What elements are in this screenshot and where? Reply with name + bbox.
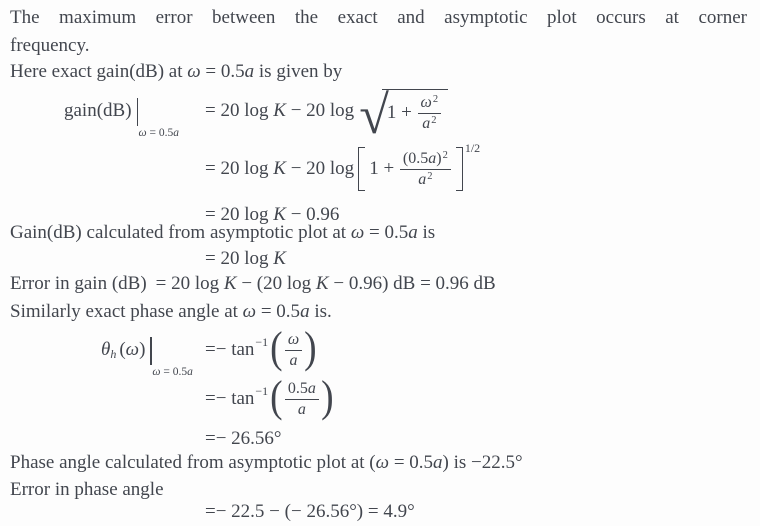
left-paren: ( (119, 339, 126, 360)
text-run: = 20 log (155, 273, 224, 294)
equation-gain-exact-bracket (205, 141, 480, 197)
line-error-phase-label: Error in phase angle (10, 479, 164, 500)
fraction-denominator: a (297, 400, 306, 418)
theta-subscript: h (110, 346, 117, 361)
a-symbol: a (428, 149, 437, 167)
superscript: 2 (442, 149, 448, 161)
text-run: − 20 log (285, 158, 355, 179)
fraction (418, 94, 442, 133)
left-bracket (358, 147, 365, 192)
text-run: = 20 log (205, 248, 274, 269)
omega-symbol: ω (125, 339, 140, 360)
radical-sign-icon: √ (359, 85, 389, 146)
text-run: = 0.5 (256, 301, 301, 322)
fraction (400, 150, 451, 189)
K-symbol: K (273, 248, 286, 269)
text-run: − 0.96 (285, 204, 340, 225)
a-symbol: a (300, 301, 310, 322)
K-symbol: K (273, 158, 286, 179)
bracket-content (365, 147, 456, 192)
text-run: is. (309, 301, 332, 322)
text-run: is given by (254, 61, 343, 82)
text-run: = 0.5 (146, 127, 174, 139)
right-bracket (456, 147, 463, 192)
a-symbol: a (422, 114, 431, 132)
big-left-paren: ( (270, 323, 283, 372)
fraction-numerator (285, 380, 319, 400)
K-symbol: K (273, 204, 286, 225)
a-symbol: a (408, 222, 418, 243)
text-run: (0.5 (402, 149, 429, 167)
text-run: Gain(dB) calculated from asymptotic plot at (10, 222, 351, 243)
paragraph-max-error-line2: frequency. (10, 35, 90, 56)
evaluation-condition (152, 366, 193, 379)
superscript: 2 (432, 94, 439, 106)
text-run: 1 + (386, 102, 417, 124)
vertical-bar (137, 98, 139, 126)
text-run: − 0.96) dB = 0.96 dB (328, 273, 496, 294)
omega-symbol: ω (187, 61, 201, 82)
radicand (382, 89, 448, 133)
big-right-paren: ) (320, 372, 334, 421)
superscript: 2 (427, 170, 433, 182)
big-left-paren: ( (270, 372, 283, 421)
equation-phase-error (205, 500, 415, 524)
line-here-exact-gain (10, 59, 342, 84)
inverse-exponent: −1 (255, 334, 269, 349)
text-run: Similarly exact phase angle at (10, 301, 243, 322)
text-run: = 0.5 (389, 452, 434, 473)
vertical-bar (150, 337, 152, 365)
text-run: =− 22.5 − (− 26.56°) = 4.9° (205, 501, 415, 522)
text-run: ) is −22.5° (442, 452, 523, 473)
text-run: = 0.5 (364, 222, 409, 243)
fraction (285, 331, 302, 370)
superscript: 2 (431, 114, 437, 126)
K-symbol: K (315, 273, 329, 294)
radical (359, 85, 448, 146)
tan-function: tan (231, 388, 255, 409)
fraction-numerator (285, 331, 302, 351)
equation-gain-asymptotic (205, 247, 286, 271)
a-symbol: a (307, 379, 316, 397)
equation-phase-exact-2 (205, 374, 335, 424)
equation-lhs (101, 321, 205, 379)
evaluation-condition (139, 127, 180, 140)
text-run: ) (436, 149, 442, 167)
square-bracket-group (358, 140, 481, 192)
omega-symbol: ω (138, 127, 147, 139)
a-symbol: a (418, 170, 427, 188)
line-phase-asymptotic (10, 450, 523, 475)
equation-lhs (64, 82, 205, 140)
fraction-numerator (400, 150, 451, 170)
text-run: = 20 log (205, 158, 274, 179)
text-run: 0.5 (287, 379, 308, 397)
equation-phase-exact-result (205, 427, 282, 451)
omega-symbol: ω (350, 222, 365, 243)
text-run: =− (205, 339, 232, 360)
text-run: is (417, 222, 436, 243)
text-run: =− 26.56° (205, 428, 282, 449)
omega-symbol: ω (242, 301, 257, 322)
text-run: = 0.5 (200, 61, 245, 82)
omega-symbol: ω (375, 452, 390, 473)
error-gain-label: Error in gain (dB) (10, 273, 147, 294)
big-right-paren: ) (304, 323, 317, 372)
line-error-in-gain (10, 272, 496, 296)
fraction-numerator (418, 94, 442, 114)
evaluation-bar (150, 337, 193, 379)
a-symbol: a (433, 452, 443, 473)
fraction-denominator (422, 114, 436, 133)
text-run: − 20 log (285, 100, 355, 121)
text-run: = 20 log (205, 100, 274, 121)
tan-function: tan (231, 339, 255, 360)
text-run: Here exact gain(dB) at (10, 61, 188, 82)
text-run: = 20 log (205, 204, 274, 225)
equation-phase-exact-1 (101, 323, 318, 378)
K-symbol: K (223, 273, 237, 294)
line-gain-asymptotic (10, 220, 435, 245)
evaluation-bar (137, 98, 180, 140)
fraction-denominator (418, 170, 432, 189)
fraction (285, 380, 319, 419)
K-symbol: K (273, 100, 286, 121)
equation-gain-exact-sqrt (64, 82, 448, 146)
fraction-denominator: a (289, 351, 298, 369)
right-paren: ) (139, 339, 146, 360)
omega-symbol: ω (152, 366, 161, 378)
theta-symbol: θ (101, 339, 111, 360)
paragraph-max-error-line1: The maximum error between the exact and asymptotic plot occurs at corner (10, 7, 747, 28)
omega-symbol: ω (420, 94, 432, 112)
gain-label: gain(dB) (64, 100, 132, 121)
text-run: Phase angle calculated from asymptotic plot at ( (10, 452, 376, 473)
bracket-exponent: 1/2 (464, 140, 481, 155)
a-symbol: a (187, 366, 193, 378)
text-run: − (20 log (236, 273, 316, 294)
omega-symbol: ω (287, 330, 300, 348)
a-symbol: a (173, 127, 180, 139)
inverse-exponent: −1 (255, 383, 269, 398)
a-symbol: a (244, 61, 255, 82)
text-run: = 0.5 (160, 366, 188, 378)
text-run: =− (205, 388, 232, 409)
text-run: 1 + (369, 158, 399, 179)
